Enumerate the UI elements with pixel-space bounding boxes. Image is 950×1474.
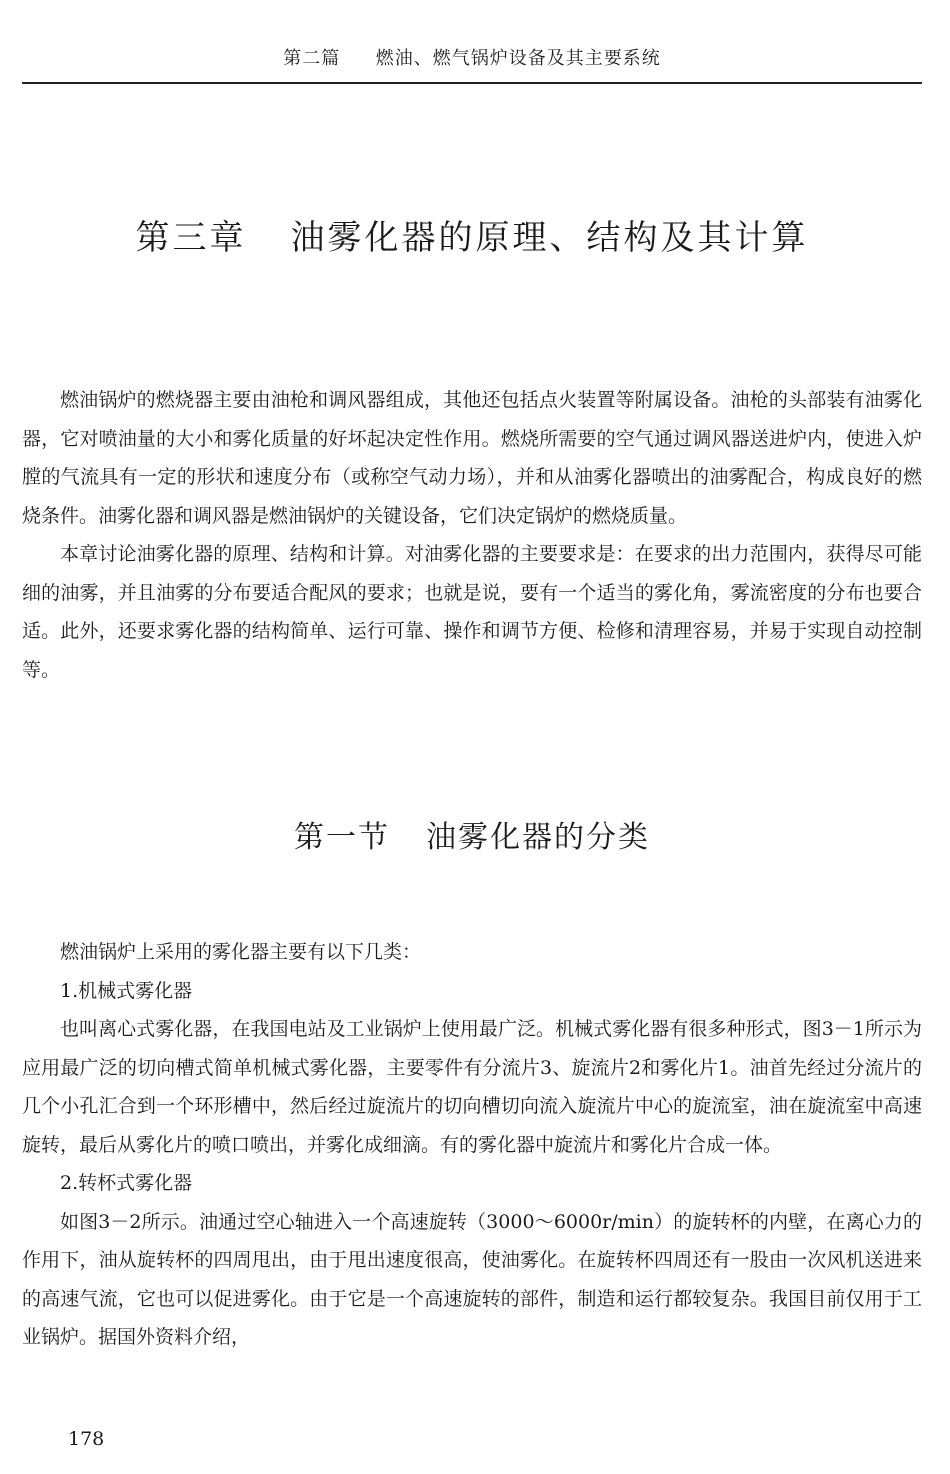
chapter-title — [22, 210, 922, 259]
item2-paragraph: 如图3－2所示。油通过空心轴进入一个高速旋转（3000～6000r/min）的旋转杯的内壁，在离心力的作用下，油从旋转杯的四周甩出，由于甩出速度很高，使油雾化。在旋转杯四周还有一股由一次风机送进来的高速气流，它也可以促进雾化。由于它是一个高速旋转的部件，制造和运行都较复杂。我国目前仅用于工业锅炉。据国外资料介绍， — [22, 1210, 922, 1348]
intro-paragraph-1: 燃油锅炉的燃烧器主要由油枪和调风器组成，其他还包括点火装置等附属设备。油枪的头部装有油雾化器，它对喷油量的大小和雾化质量的好坏起决定性作用。燃烧所需要的空气通过调风器送进炉内，使进入炉膛的气流具有一定的形状和速度分布（或称空气动力场），并和从油雾化器喷出的油雾配合，构成良好的燃烧条件。油雾化器和调风器是燃油锅炉的关键设备，它们决定锅炉的燃烧质量。 — [22, 389, 922, 527]
section-title — [22, 812, 922, 856]
header-part: 第二篇 — [283, 48, 341, 69]
item2-heading: 2.转杯式雾化器 — [60, 1172, 193, 1194]
header-rule — [22, 82, 922, 84]
section-body — [22, 933, 922, 1357]
item1-paragraph: 也叫离心式雾化器，在我国电站及工业锅炉上使用最广泛。机械式雾化器有很多种形式，图3－1所示为应用最广泛的切向槽式简单机械式雾化器，主要零件有分流片3、旋流片2和雾化片1。油首先经过分流片的几个小孔汇合到一个环形槽中，然后经过旋流片的切向槽切向流入旋流片中心的旋流室，油在旋流室中高速旋转，最后从雾化片的喷口喷出，并雾化成细滴。有的雾化器中旋流片和雾化片合成一体。 — [22, 1018, 922, 1156]
chapter-heading-text: 油雾化器的原理、结构及其计算 — [290, 218, 809, 258]
running-header — [22, 44, 922, 70]
page-number: 178 — [68, 1428, 105, 1450]
chapter-intro — [22, 381, 922, 689]
section-lead-paragraph: 燃油锅炉上采用的雾化器主要有以下几类： — [60, 941, 422, 963]
section-number: 第一节 — [294, 820, 390, 855]
section-heading-text: 油雾化器的分类 — [426, 820, 650, 855]
chapter-number: 第三章 — [135, 218, 247, 258]
intro-paragraph-2: 本章讨论油雾化器的原理、结构和计算。对油雾化器的主要要求是：在要求的出力范围内，获得尽可能细的油雾，并且油雾的分布要适合配风的要求；也就是说，要有一个适当的雾化角，雾流密度的分布也要合适。此外，还要求雾化器的结构简单、运行可靠、操作和调节方便、检修和清理容易，并易于实现自动控制等。 — [22, 543, 922, 681]
item1-heading: 1.机械式雾化器 — [60, 979, 193, 1002]
header-part-title: 燃油、燃气锅炉设备及其主要系统 — [375, 48, 661, 69]
